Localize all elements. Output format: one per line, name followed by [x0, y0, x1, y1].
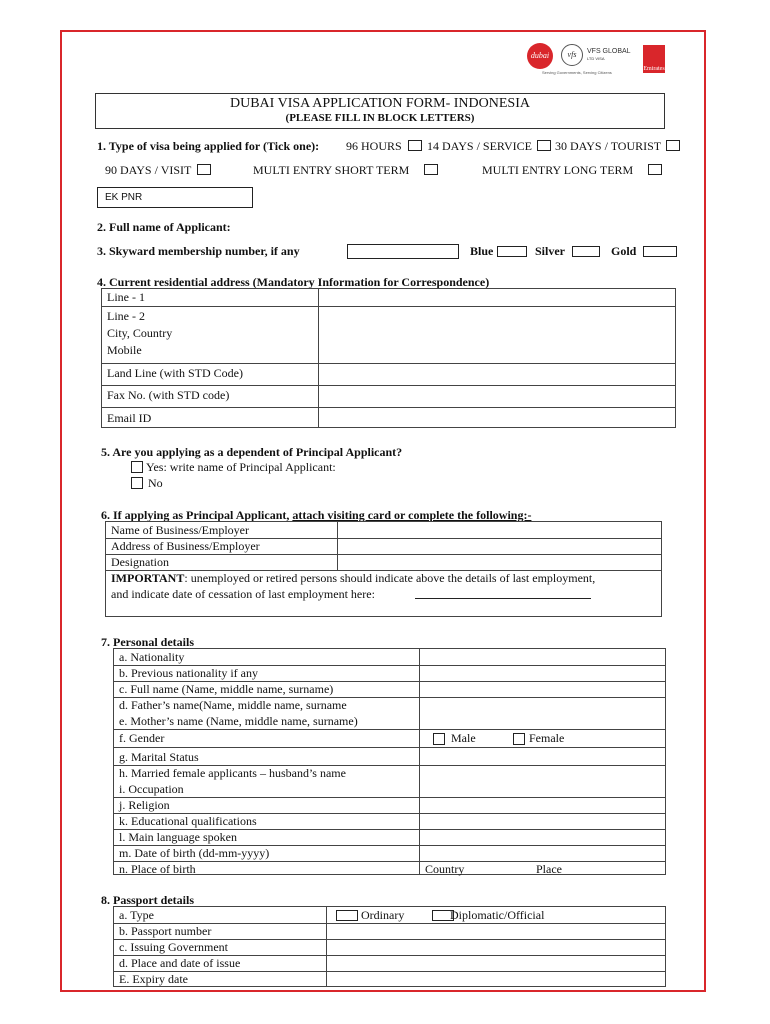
- employer-row-label: Address of Business/Employer: [111, 539, 260, 553]
- opt-90-days-checkbox[interactable]: [197, 164, 211, 175]
- vfs-name: [587, 48, 631, 61]
- silver-checkbox[interactable]: [572, 246, 600, 257]
- address-line-sep: [102, 407, 675, 408]
- passport-row-label: b. Passport number: [119, 924, 212, 938]
- vfs-logo: vfs: [561, 44, 583, 66]
- opt-multi-short-checkbox[interactable]: [424, 164, 438, 175]
- opt-96-hours-checkbox[interactable]: [408, 140, 422, 151]
- header-tagline: Serving Governments, Serving Citizens: [542, 70, 612, 75]
- employer-row-sep: [106, 554, 661, 555]
- q6-label: [101, 508, 531, 522]
- emirates-label: Emirates: [643, 66, 665, 72]
- opt-30-days-label: 30 DAYS / TOURIST: [555, 139, 662, 153]
- passport-row-label: E. Expiry date: [119, 972, 188, 986]
- birth-country-label: Country: [425, 862, 465, 876]
- address-line-sep: [102, 306, 675, 307]
- q7-label: 7. Personal details: [101, 635, 194, 649]
- important-text: : unemployed or retired persons should indicate above the details of last employment,: [184, 571, 596, 585]
- silver-label: Silver: [535, 244, 565, 258]
- title-box: [95, 93, 665, 129]
- dependent-yes-label: Yes: write name of Principal Applicant:: [146, 460, 336, 474]
- address-row-label: Fax No. (with STD code): [107, 388, 230, 402]
- personal-row-label: d. Father’s name(Name, middle name, surname: [119, 698, 347, 712]
- personal-row-label: m. Date of birth (dd-mm-yyyy): [119, 846, 270, 860]
- address-row-label: City, Country: [107, 326, 173, 340]
- important-note: [111, 571, 595, 585]
- opt-14-days-checkbox[interactable]: [537, 140, 551, 151]
- address-table: [101, 288, 676, 428]
- passport-row-label: d. Place and date of issue: [119, 956, 241, 970]
- opt-30-days-checkbox[interactable]: [666, 140, 680, 151]
- address-row-label: Land Line (with STD Code): [107, 366, 243, 380]
- important-text-2: and indicate date of cessation of last employment here:: [111, 587, 375, 601]
- gender-female-label: Female: [529, 731, 565, 745]
- passport-divider: [326, 907, 327, 986]
- gender-male-checkbox[interactable]: [433, 733, 445, 745]
- passport-diplomatic-label: Diplomatic/Official: [450, 908, 545, 922]
- vfs-name-text: VFS GLOBAL: [587, 48, 631, 55]
- opt-multi-long-checkbox[interactable]: [648, 164, 662, 175]
- address-line-sep: [102, 385, 675, 386]
- personal-row-label: g. Marital Status: [119, 750, 199, 764]
- address-row-label: Mobile: [107, 343, 142, 357]
- employer-divider: [337, 522, 338, 570]
- birth-place-label: Place: [536, 862, 562, 876]
- gender-male-label: Male: [451, 731, 476, 745]
- personal-row-label: f. Gender: [119, 731, 165, 745]
- q8-label: 8. Passport details: [101, 893, 194, 907]
- passport-table: [113, 906, 666, 987]
- dependent-no-label: No: [148, 476, 163, 490]
- blue-checkbox[interactable]: [497, 246, 527, 257]
- personal-row-label: k. Educational qualifications: [119, 814, 257, 828]
- opt-96-hours-label: 96 HOURS: [346, 139, 402, 153]
- dependent-yes-checkbox[interactable]: [131, 461, 143, 473]
- form-subtitle: (PLEASE FILL IN BLOCK LETTERS): [285, 112, 475, 124]
- form-title: DUBAI VISA APPLICATION FORM- INDONESIA: [230, 96, 530, 111]
- personal-row-label: e. Mother’s name (Name, middle name, surname): [119, 714, 358, 728]
- personal-row-label: c. Full name (Name, middle name, surname): [119, 682, 334, 696]
- address-row-label: Email ID: [107, 411, 152, 425]
- gender-female-checkbox[interactable]: [513, 733, 525, 745]
- personal-row-label: h. Married female applicants – husband’s name: [119, 766, 346, 780]
- address-line-sep: [102, 363, 675, 364]
- q1-label: 1. Type of visa being applied for (Tick one):: [97, 139, 320, 153]
- q5-label: 5. Are you applying as a dependent of Principal Applicant?: [101, 445, 403, 459]
- opt-90-days-label: 90 DAYS / VISIT: [105, 163, 192, 177]
- personal-row-sep: [114, 729, 665, 730]
- ek-pnr-label: EK PNR: [105, 192, 143, 203]
- address-row-label: Line - 1: [107, 290, 145, 304]
- important-label: IMPORTANT: [111, 571, 185, 585]
- employer-table: [105, 521, 662, 617]
- personal-divider: [419, 649, 420, 874]
- personal-row-sep: [114, 747, 665, 748]
- dependent-no-checkbox[interactable]: [131, 477, 143, 489]
- q2-label: 2. Full name of Applicant:: [97, 220, 231, 234]
- q4-label: 4. Current residential address (Mandatory Information for Correspondence): [97, 275, 490, 289]
- personal-row-label: n. Place of birth: [119, 862, 196, 876]
- opt-multi-long-label: MULTI ENTRY LONG TERM: [482, 163, 634, 177]
- ek-pnr-field[interactable]: [97, 187, 253, 208]
- blue-label: Blue: [470, 244, 494, 258]
- employer-row-label: Name of Business/Employer: [111, 523, 249, 537]
- vfs-sub-text: LTD VISA: [587, 56, 605, 61]
- gold-label: Gold: [611, 244, 637, 258]
- emirates-logo: [643, 45, 665, 73]
- personal-row-label: a. Nationality: [119, 650, 185, 664]
- personal-row-label: b. Previous nationality if any: [119, 666, 258, 680]
- cessation-date-line[interactable]: [415, 598, 591, 599]
- passport-ordinary-label: Ordinary: [361, 908, 405, 922]
- skyward-number-input[interactable]: [347, 244, 459, 259]
- opt-multi-short-label: MULTI ENTRY SHORT TERM: [253, 163, 410, 177]
- passport-row-label: c. Issuing Government: [119, 940, 228, 954]
- q3-label: 3. Skyward membership number, if any: [97, 244, 300, 258]
- passport-ordinary-checkbox[interactable]: [336, 910, 358, 921]
- q6-label-a: 6. If applying as Principal Applicant,: [101, 508, 293, 522]
- personal-row-label: i. Occupation: [119, 782, 184, 796]
- q6-label-underlined: attach visiting card or complete the following:-: [292, 508, 532, 522]
- personal-row-sep: [114, 797, 665, 798]
- passport-row-sep: [114, 971, 665, 972]
- personal-details-table: [113, 648, 666, 875]
- passport-row-label: a. Type: [119, 908, 154, 922]
- address-row-label: Line - 2: [107, 309, 145, 323]
- personal-row-sep: [114, 861, 665, 862]
- opt-14-days-label: 14 DAYS / SERVICE: [427, 139, 532, 153]
- personal-row-label: j. Religion: [119, 798, 170, 812]
- employer-row-label: Designation: [111, 555, 169, 569]
- gold-checkbox[interactable]: [643, 246, 677, 257]
- personal-row-label: l. Main language spoken: [119, 830, 237, 844]
- dubai-logo: dubai: [527, 43, 553, 69]
